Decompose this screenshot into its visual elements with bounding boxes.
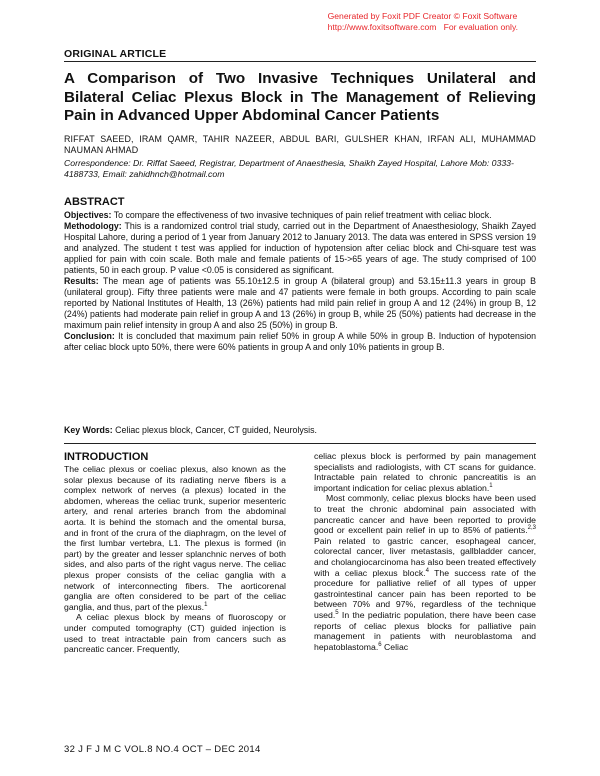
introduction-heading: INTRODUCTION — [64, 451, 149, 463]
abstract-heading: ABSTRACT — [64, 196, 125, 208]
ref-1: 1 — [204, 601, 208, 608]
intro-r2b-text: Pain related to gastric cancer, esophageal cancer, colorectal cancer, liver metastasis, gallbladder cancer, and cholangiocarcinoma has also been treated effectively with a celiac plexus block. — [314, 535, 536, 578]
intro-paragraph-4 — [314, 493, 536, 652]
methodology-label: Methodology: — [64, 221, 122, 231]
results-text: The mean age of patients was 55.10±12.5 in group A (bilateral group) and 53.15±11.3 years in group B (unilateral group). Fifty three patients were male and 47 patients were female in both groups. According to pain scale reported by National Institutes of Health, 13 (26%) patients had mild pain relief in group A and 12 (24%) in group B, 12 (24%) patients had moderate pain relief in group A and 13 (26%) in group B, while 25 (50%) patients had decrease in the maximum pain relief intensity in group A and also 25 (50%) in group B. — [64, 276, 536, 330]
intro-r1-text: celiac plexus block is performed by pain management specialists and radiologists, with CT scans for guidance. Intractable pain related to chronic pancreatitis is an important indication for celiac plexus ablation. — [314, 451, 536, 493]
watermark-link[interactable]: http://www.foxitsoftware.com — [327, 22, 437, 32]
page-footer: 32 J F J M C VOL.8 NO.4 OCT – DEC 2014 — [64, 744, 261, 755]
correspondence: Correspondence: Dr. Riffat Saeed, Registrar, Department of Anaesthesia, Shaikh Zayed Hospital, Lahore Mob: 0333-4188733, Email: zahidhnch@hotmail.com — [64, 158, 514, 179]
article-title: A Comparison of Two Invasive Techniques Unilateral and Bilateral Celiac Plexus Block in The Management of Relieving Pain in Advanced Upper Abdominal Cancer Patients — [64, 70, 536, 124]
pdf-watermark — [328, 11, 518, 33]
section-divider — [64, 443, 536, 444]
watermark-line1: Generated by Foxit PDF Creator © Foxit Software — [327, 11, 518, 21]
conclusion-label: Conclusion: — [64, 331, 115, 341]
abstract-body — [64, 210, 536, 353]
abstract-objectives — [64, 210, 536, 221]
intro-r2c-text: The success rate of the procedure for palliative relief of all types of upper gastrointestinal cancer pain has been reported to be between 70% and 97%, regardless of the technique used. — [314, 567, 536, 620]
objectives-label: Objectives: — [64, 210, 112, 220]
keywords-text: Celiac plexus block, Cancer, CT guided, Neurolysis. — [112, 425, 317, 435]
abstract-methodology — [64, 221, 536, 276]
left-column — [64, 451, 286, 655]
ref-6: 6 — [378, 641, 382, 648]
intro-paragraph-1 — [64, 464, 286, 612]
intro-p1-text: The celiac plexus or coeliac plexus, also known as the solar plexus because of its radiating nerve fibers is a complex network of nerves (a plexus) located in the abdomen, whereas the celiac trunk, superior mesenteric artery, and renal arteries branch from the abdominal aorta. It is behind the stomach and the omental bursa, and in front of the crura of the diaphragm, on the level of the first lumbar vertebra, L1. The plexus is formed (in part) by the greater and lesser splanchnic nerves of both sides, and also parts of the right vagus nerve. The celiac plexus proper consists of the celiac ganglia with a network of interconnecting fibers. The aorticorenal ganglia are often considered to be part of the celiac ganglia, and thus, part of the plexus. — [64, 464, 286, 612]
ref-r1: 1 — [489, 482, 493, 489]
article-type: ORIGINAL ARTICLE — [64, 48, 167, 60]
objectives-text: To compare the effectiveness of two invasive techniques of pain relief treatment with celiac block. — [111, 210, 492, 220]
intro-paragraph-3 — [314, 451, 536, 493]
methodology-text: This is a randomized control trial study, carried out in the Department of Anaesthesiology, Shaikh Zayed Hospital Lahore, during a period of 1 year from January 2012 to January 2013. The data was entered in SPSS version 19 and analyzed. The student t test was applied for induction of hypotension after celiac block and Chi-square test was applied for pain with coin scale. Both male and female patients of 15->65 years of age. The study comprised of 100 patients, 50 in each group. P value <0.05 is considered as significant. — [64, 221, 536, 275]
conclusion-text: It is concluded that maximum pain relief 50% in group A while 50% in group B. Induction of hypotension after celiac block upto 50%, there were 60% patients in group A and only 10% patients in group B. — [64, 331, 536, 352]
abstract-conclusion — [64, 331, 536, 353]
intro-r2d-text: In the pediatric population, there have been case reports of celiac plexus blocks for palliative pain management in patients with neuroblastoma and hepatoblastoma. — [314, 609, 536, 652]
intro-r2a-text: Most commonly, celiac plexus blocks have been used to treat the chronic abdominal pain associated with pancreatic cancer and have been reported to provide good or excellent pain relief in up to 85% of patients. — [314, 493, 536, 536]
results-label: Results: — [64, 276, 99, 286]
keywords-label: Key Words: — [64, 425, 113, 435]
intro-paragraph-2: A celiac plexus block by means of fluoroscopy or under computed tomography (CT) guided injection is used to treat intractable pain from cancers such as pancreatic cancer. Frequently, — [64, 612, 286, 655]
intro-r2e-text: Celiac — [381, 641, 409, 652]
author-list: RIFFAT SAEED, IRAM QAMR, TAHIR NAZEER, ABDUL BARI, GULSHER KHAN, IRFAN ALI, MUHAMMAD NAUMAN AHMAD — [64, 134, 536, 155]
right-column — [314, 451, 536, 652]
ref-4: 4 — [425, 567, 429, 574]
ref-2-3: 2,3 — [527, 525, 536, 532]
header-divider — [64, 61, 536, 62]
watermark-line2 — [328, 22, 518, 33]
ref-5: 5 — [335, 610, 339, 617]
abstract-results — [64, 276, 536, 331]
watermark-suffix: For evaluation only. — [436, 22, 518, 32]
keywords — [64, 425, 536, 435]
